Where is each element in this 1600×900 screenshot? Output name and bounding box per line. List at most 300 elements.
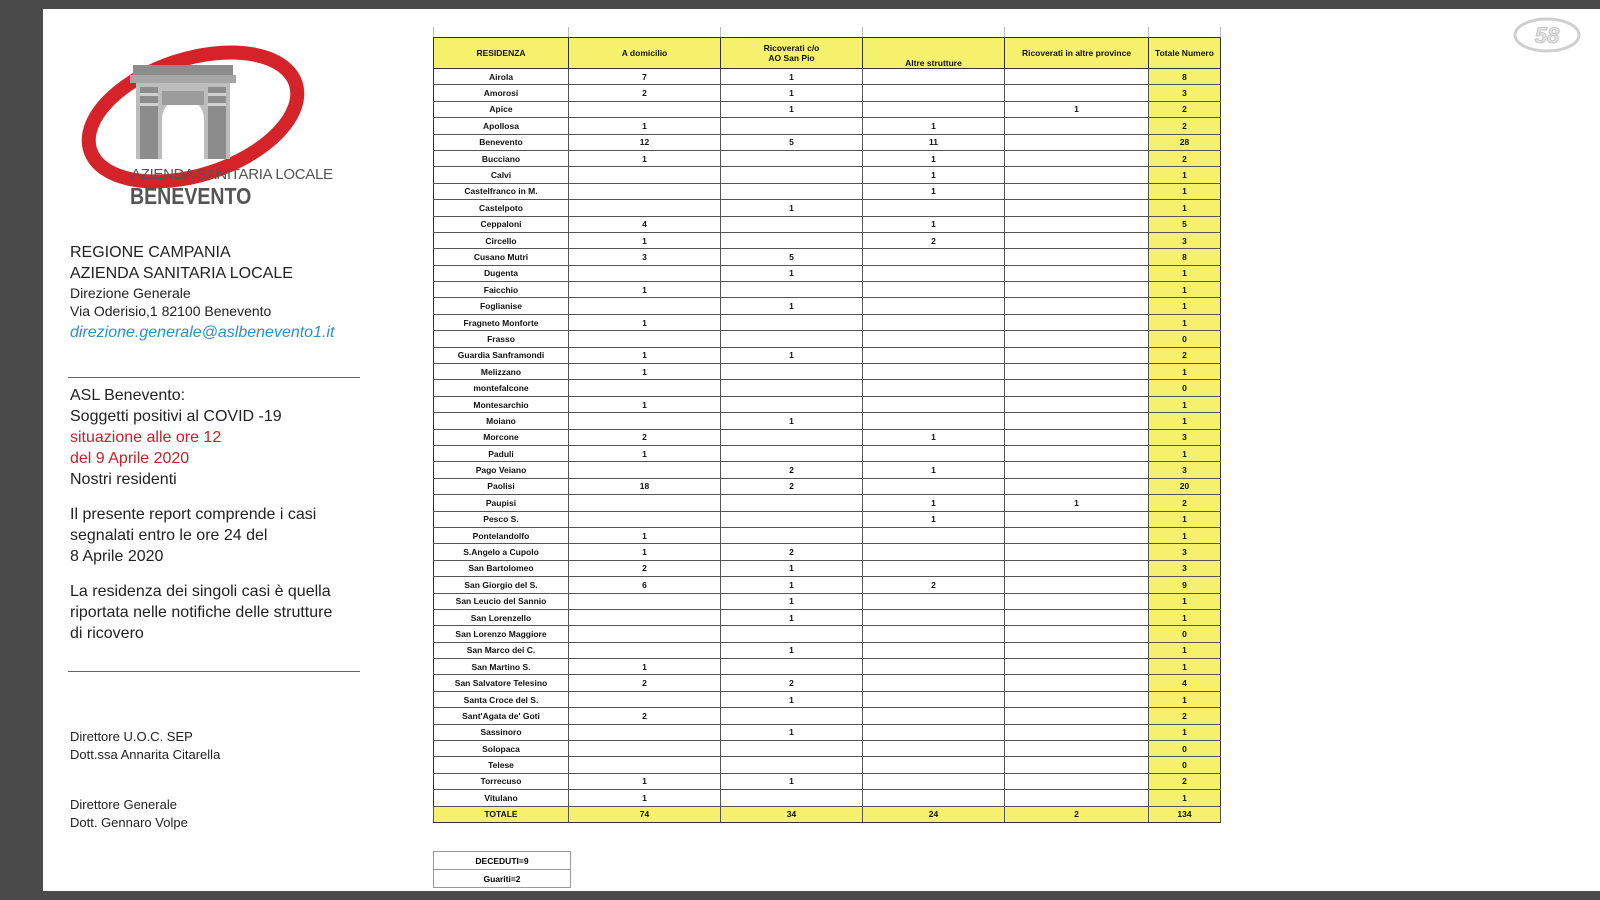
count-cell bbox=[569, 593, 721, 609]
residence-cell: Telese bbox=[434, 757, 569, 773]
total-cell: 1 bbox=[1149, 445, 1221, 461]
count-cell bbox=[569, 331, 721, 347]
residence-cell: Foglianise bbox=[434, 298, 569, 314]
count-cell bbox=[1005, 249, 1149, 265]
count-cell: 1 bbox=[721, 642, 863, 658]
count-cell bbox=[863, 560, 1005, 576]
residence-cell: Pesco S. bbox=[434, 511, 569, 527]
count-cell bbox=[1005, 314, 1149, 330]
count-cell: 1 bbox=[569, 527, 721, 543]
column-header: A domicilio bbox=[569, 38, 721, 69]
covid-cases-table bbox=[433, 37, 1221, 823]
count-cell bbox=[1005, 708, 1149, 724]
count-cell bbox=[1005, 511, 1149, 527]
total-cell: 4 bbox=[1149, 675, 1221, 691]
total-cell: 0 bbox=[1149, 380, 1221, 396]
table-row bbox=[434, 511, 1221, 527]
count-cell bbox=[721, 364, 863, 380]
divider bbox=[68, 377, 360, 378]
count-cell: 2 bbox=[721, 462, 863, 478]
total-cell: 1 bbox=[1149, 314, 1221, 330]
residence-cell: Pontelandolfo bbox=[434, 527, 569, 543]
count-cell: 1 bbox=[1005, 495, 1149, 511]
count-cell bbox=[863, 249, 1005, 265]
table-row bbox=[434, 134, 1221, 150]
table-row bbox=[434, 282, 1221, 298]
residence-cell: Frasso bbox=[434, 331, 569, 347]
residence-cell: Guardia Sanframondi bbox=[434, 347, 569, 363]
total-cell: 1 bbox=[1149, 511, 1221, 527]
total-row-cell: 134 bbox=[1149, 806, 1221, 822]
count-cell bbox=[569, 691, 721, 707]
table-row bbox=[434, 577, 1221, 593]
table-row bbox=[434, 167, 1221, 183]
count-cell: 1 bbox=[721, 560, 863, 576]
count-cell bbox=[1005, 232, 1149, 248]
table-row bbox=[434, 396, 1221, 412]
count-cell: 1 bbox=[569, 445, 721, 461]
count-cell bbox=[1005, 642, 1149, 658]
total-cell: 3 bbox=[1149, 544, 1221, 560]
count-cell bbox=[863, 380, 1005, 396]
count-cell: 1 bbox=[569, 544, 721, 560]
count-cell bbox=[863, 85, 1005, 101]
count-cell bbox=[1005, 331, 1149, 347]
count-cell: 1 bbox=[569, 347, 721, 363]
count-cell bbox=[569, 101, 721, 117]
count-cell bbox=[1005, 560, 1149, 576]
count-cell bbox=[721, 527, 863, 543]
total-cell: 3 bbox=[1149, 85, 1221, 101]
residence-cell: Circello bbox=[434, 232, 569, 248]
count-cell bbox=[721, 626, 863, 642]
count-cell bbox=[1005, 380, 1149, 396]
table-row bbox=[434, 331, 1221, 347]
total-cell: 0 bbox=[1149, 741, 1221, 757]
count-cell bbox=[1005, 773, 1149, 789]
count-cell: 1 bbox=[569, 232, 721, 248]
count-cell: 1 bbox=[721, 593, 863, 609]
total-cell: 1 bbox=[1149, 527, 1221, 543]
channel-58-logo bbox=[1512, 15, 1582, 55]
count-cell bbox=[1005, 150, 1149, 166]
count-cell bbox=[569, 495, 721, 511]
table-row bbox=[434, 413, 1221, 429]
residence-cell: Paolisi bbox=[434, 478, 569, 494]
recovered-count: Guariti=2 bbox=[434, 870, 571, 888]
total-cell: 2 bbox=[1149, 150, 1221, 166]
count-cell bbox=[863, 413, 1005, 429]
count-cell bbox=[569, 724, 721, 740]
count-cell bbox=[863, 69, 1005, 85]
left-panel bbox=[43, 9, 383, 891]
total-cell: 1 bbox=[1149, 282, 1221, 298]
note-line: di ricovero bbox=[70, 625, 144, 642]
agency-name: AZIENDA SANITARIA LOCALE bbox=[70, 265, 293, 282]
residence-cell: Santa Croce del S. bbox=[434, 691, 569, 707]
count-cell bbox=[721, 429, 863, 445]
total-cell: 3 bbox=[1149, 232, 1221, 248]
total-cell: 1 bbox=[1149, 790, 1221, 806]
table-row bbox=[434, 757, 1221, 773]
table-row bbox=[434, 544, 1221, 560]
residence-cell: Ceppaloni bbox=[434, 216, 569, 232]
total-cell: 2 bbox=[1149, 773, 1221, 789]
residence-cell: Montesarchio bbox=[434, 396, 569, 412]
logo-line1: AZIENDA SANITARIA LOCALE bbox=[131, 166, 333, 183]
total-cell: 1 bbox=[1149, 167, 1221, 183]
count-cell: 1 bbox=[721, 298, 863, 314]
count-cell bbox=[721, 495, 863, 511]
total-row-cell: 74 bbox=[569, 806, 721, 822]
count-cell bbox=[569, 200, 721, 216]
count-cell: 1 bbox=[569, 773, 721, 789]
count-cell bbox=[721, 741, 863, 757]
table-row bbox=[434, 364, 1221, 380]
count-cell bbox=[863, 544, 1005, 560]
table-row bbox=[434, 150, 1221, 166]
total-cell: 1 bbox=[1149, 413, 1221, 429]
table-row bbox=[434, 495, 1221, 511]
count-cell: 1 bbox=[721, 69, 863, 85]
total-row-cell: 34 bbox=[721, 806, 863, 822]
count-cell: 2 bbox=[569, 429, 721, 445]
logo-line2: BENEVENTO bbox=[130, 183, 252, 209]
organization-block bbox=[70, 242, 390, 344]
table-row bbox=[434, 708, 1221, 724]
total-cell: 0 bbox=[1149, 331, 1221, 347]
count-cell: 2 bbox=[863, 232, 1005, 248]
count-cell bbox=[1005, 527, 1149, 543]
count-cell: 5 bbox=[721, 249, 863, 265]
count-cell bbox=[1005, 118, 1149, 134]
count-cell: 2 bbox=[569, 85, 721, 101]
count-cell bbox=[721, 314, 863, 330]
total-cell: 0 bbox=[1149, 626, 1221, 642]
count-cell: 6 bbox=[569, 577, 721, 593]
count-cell bbox=[863, 593, 1005, 609]
count-cell bbox=[1005, 364, 1149, 380]
total-cell: 2 bbox=[1149, 347, 1221, 363]
residence-cell: Airola bbox=[434, 69, 569, 85]
table-body bbox=[434, 69, 1221, 823]
residence-cell: Apollosa bbox=[434, 118, 569, 134]
count-cell bbox=[1005, 429, 1149, 445]
total-cell: 1 bbox=[1149, 609, 1221, 625]
count-cell bbox=[569, 626, 721, 642]
table-row bbox=[434, 429, 1221, 445]
count-cell: 1 bbox=[569, 314, 721, 330]
sheet-gridline bbox=[720, 27, 721, 37]
table-row bbox=[434, 741, 1221, 757]
deceased-count: DECEDUTI=9 bbox=[434, 852, 571, 870]
count-cell: 2 bbox=[863, 577, 1005, 593]
document-page bbox=[43, 9, 1600, 891]
count-cell bbox=[1005, 134, 1149, 150]
total-cell: 3 bbox=[1149, 429, 1221, 445]
count-cell bbox=[1005, 691, 1149, 707]
table-row bbox=[434, 626, 1221, 642]
total-row-cell: 24 bbox=[863, 806, 1005, 822]
count-cell bbox=[863, 265, 1005, 281]
count-cell bbox=[569, 183, 721, 199]
count-cell: 1 bbox=[863, 183, 1005, 199]
count-cell: 1 bbox=[863, 150, 1005, 166]
count-cell: 4 bbox=[569, 216, 721, 232]
table-row bbox=[434, 659, 1221, 675]
divider bbox=[68, 671, 360, 672]
count-cell bbox=[1005, 790, 1149, 806]
residence-cell: Pago Veiano bbox=[434, 462, 569, 478]
residence-cell: San Lorenzo Maggiore bbox=[434, 626, 569, 642]
residence-cell: Castelfranco in M. bbox=[434, 183, 569, 199]
count-cell bbox=[1005, 282, 1149, 298]
total-cell: 2 bbox=[1149, 708, 1221, 724]
count-cell bbox=[1005, 183, 1149, 199]
count-cell bbox=[721, 167, 863, 183]
count-cell: 2 bbox=[721, 478, 863, 494]
table-row bbox=[434, 118, 1221, 134]
table-row bbox=[434, 216, 1221, 232]
count-cell: 1 bbox=[863, 216, 1005, 232]
residence-cell: S.Angelo a Cupolo bbox=[434, 544, 569, 560]
total-cell: 1 bbox=[1149, 364, 1221, 380]
residence-cell: Bucciano bbox=[434, 150, 569, 166]
residence-cell: montefalcone bbox=[434, 380, 569, 396]
total-cell: 1 bbox=[1149, 265, 1221, 281]
table-row bbox=[434, 380, 1221, 396]
total-cell: 2 bbox=[1149, 495, 1221, 511]
count-cell: 1 bbox=[721, 265, 863, 281]
residence-cell: San Leucio del Sannio bbox=[434, 593, 569, 609]
count-cell bbox=[1005, 757, 1149, 773]
note-line: Il presente report comprende i casi bbox=[70, 506, 317, 523]
count-cell bbox=[1005, 167, 1149, 183]
column-header: Altre strutture bbox=[863, 38, 1005, 69]
count-cell bbox=[1005, 445, 1149, 461]
count-cell bbox=[863, 790, 1005, 806]
count-cell bbox=[569, 511, 721, 527]
count-cell bbox=[569, 380, 721, 396]
report-time: situazione alle ore 12 bbox=[70, 429, 222, 446]
report-title: ASL Benevento: bbox=[70, 387, 186, 404]
count-cell bbox=[863, 445, 1005, 461]
count-cell: 12 bbox=[569, 134, 721, 150]
count-cell bbox=[1005, 69, 1149, 85]
count-cell: 1 bbox=[569, 659, 721, 675]
table-row bbox=[434, 200, 1221, 216]
table-row bbox=[434, 462, 1221, 478]
count-cell bbox=[1005, 478, 1149, 494]
count-cell bbox=[721, 757, 863, 773]
column-header: Ricoverati in altre province bbox=[1005, 38, 1149, 69]
residence-cell: Vitulano bbox=[434, 790, 569, 806]
total-cell: 3 bbox=[1149, 560, 1221, 576]
residence-cell: Faicchio bbox=[434, 282, 569, 298]
count-cell: 1 bbox=[863, 118, 1005, 134]
count-cell bbox=[1005, 85, 1149, 101]
count-cell bbox=[1005, 265, 1149, 281]
table-row bbox=[434, 101, 1221, 117]
count-cell bbox=[863, 741, 1005, 757]
count-cell: 1 bbox=[721, 85, 863, 101]
signer-2-role: Direttore Generale bbox=[70, 797, 177, 812]
count-cell: 1 bbox=[721, 347, 863, 363]
report-note-1 bbox=[70, 504, 370, 567]
residence-cell: Amorosi bbox=[434, 85, 569, 101]
count-cell: 1 bbox=[863, 429, 1005, 445]
summary-box bbox=[433, 851, 571, 888]
column-header: RESIDENZA bbox=[434, 38, 569, 69]
count-cell: 11 bbox=[863, 134, 1005, 150]
sheet-gridline bbox=[1004, 27, 1005, 37]
count-cell bbox=[569, 741, 721, 757]
residence-cell: Calvi bbox=[434, 167, 569, 183]
report-scope: Nostri residenti bbox=[70, 471, 177, 488]
count-cell bbox=[863, 691, 1005, 707]
count-cell bbox=[1005, 200, 1149, 216]
total-cell: 1 bbox=[1149, 183, 1221, 199]
table-row bbox=[434, 249, 1221, 265]
report-date: del 9 Aprile 2020 bbox=[70, 450, 190, 467]
note-line: 8 Aprile 2020 bbox=[70, 548, 164, 565]
sheet-gridline bbox=[862, 27, 863, 37]
count-cell bbox=[569, 167, 721, 183]
count-cell bbox=[721, 445, 863, 461]
table-row bbox=[434, 593, 1221, 609]
residence-cell: San Salvatore Telesino bbox=[434, 675, 569, 691]
count-cell: 2 bbox=[569, 675, 721, 691]
count-cell bbox=[721, 232, 863, 248]
count-cell bbox=[863, 282, 1005, 298]
residence-cell: Cusano Mutri bbox=[434, 249, 569, 265]
count-cell bbox=[863, 347, 1005, 363]
table-total-row bbox=[434, 806, 1221, 822]
residence-cell: San Marco dei C. bbox=[434, 642, 569, 658]
residence-cell: Morcone bbox=[434, 429, 569, 445]
count-cell: 1 bbox=[721, 577, 863, 593]
count-cell bbox=[569, 265, 721, 281]
report-subtitle: Soggetti positivi al COVID -19 bbox=[70, 408, 282, 425]
residence-cell: Dugenta bbox=[434, 265, 569, 281]
total-cell: 2 bbox=[1149, 118, 1221, 134]
table-row bbox=[434, 609, 1221, 625]
count-cell bbox=[1005, 413, 1149, 429]
email-link[interactable]: direzione.generale@aslbenevento1.it bbox=[70, 324, 335, 341]
residence-cell: Solopaca bbox=[434, 741, 569, 757]
count-cell: 1 bbox=[721, 773, 863, 789]
residence-cell: Paduli bbox=[434, 445, 569, 461]
column-header: Ricoverati c/o AO San Pio bbox=[721, 38, 863, 69]
count-cell bbox=[721, 216, 863, 232]
count-cell bbox=[721, 331, 863, 347]
count-cell bbox=[863, 478, 1005, 494]
table-row bbox=[434, 675, 1221, 691]
residence-cell: Torrecuso bbox=[434, 773, 569, 789]
count-cell bbox=[1005, 675, 1149, 691]
count-cell bbox=[721, 118, 863, 134]
count-cell bbox=[863, 724, 1005, 740]
total-cell: 5 bbox=[1149, 216, 1221, 232]
report-note-2 bbox=[70, 581, 370, 644]
count-cell: 1 bbox=[863, 495, 1005, 511]
count-cell bbox=[863, 609, 1005, 625]
residence-cell: Fragneto Monforte bbox=[434, 314, 569, 330]
residence-cell: Paupisi bbox=[434, 495, 569, 511]
sheet-gridline bbox=[1148, 27, 1149, 37]
count-cell: 1 bbox=[569, 150, 721, 166]
count-cell bbox=[721, 380, 863, 396]
count-cell: 5 bbox=[721, 134, 863, 150]
residence-cell: Sassinoro bbox=[434, 724, 569, 740]
count-cell: 1 bbox=[1005, 101, 1149, 117]
residence-cell: San Lorenzello bbox=[434, 609, 569, 625]
table-row bbox=[434, 314, 1221, 330]
count-cell bbox=[863, 773, 1005, 789]
total-cell: 8 bbox=[1149, 249, 1221, 265]
count-cell bbox=[863, 626, 1005, 642]
table-row bbox=[434, 527, 1221, 543]
region-name: REGIONE CAMPANIA bbox=[70, 244, 231, 261]
count-cell bbox=[721, 790, 863, 806]
count-cell bbox=[1005, 544, 1149, 560]
count-cell: 2 bbox=[569, 708, 721, 724]
count-cell: 1 bbox=[569, 790, 721, 806]
table-row bbox=[434, 232, 1221, 248]
sheet-gridline bbox=[433, 27, 434, 37]
count-cell bbox=[1005, 659, 1149, 675]
count-cell bbox=[721, 708, 863, 724]
count-cell bbox=[863, 527, 1005, 543]
office-name: Direzione Generale bbox=[70, 285, 191, 301]
residence-cell: San Giorgio del S. bbox=[434, 577, 569, 593]
signer-1-name: Dott.ssa Annarita Citarella bbox=[70, 747, 221, 762]
count-cell: 1 bbox=[569, 396, 721, 412]
total-cell: 3 bbox=[1149, 462, 1221, 478]
table-row bbox=[434, 724, 1221, 740]
column-header: Totale Numero bbox=[1149, 38, 1221, 69]
address: Via Oderisio,1 82100 Benevento bbox=[70, 303, 272, 319]
count-cell bbox=[1005, 626, 1149, 642]
table-row bbox=[434, 790, 1221, 806]
table-row bbox=[434, 347, 1221, 363]
table-row bbox=[434, 478, 1221, 494]
channel-58-text: 58 bbox=[1534, 23, 1560, 48]
count-cell bbox=[569, 462, 721, 478]
count-cell bbox=[721, 659, 863, 675]
sheet-gridline bbox=[1220, 27, 1221, 37]
residence-cell: Apice bbox=[434, 101, 569, 117]
table-row bbox=[434, 691, 1221, 707]
residence-cell: Castelpoto bbox=[434, 200, 569, 216]
count-cell bbox=[721, 150, 863, 166]
count-cell bbox=[1005, 396, 1149, 412]
total-cell: 1 bbox=[1149, 396, 1221, 412]
count-cell bbox=[1005, 609, 1149, 625]
residence-cell: San Martino S. bbox=[434, 659, 569, 675]
signer-2-name: Dott. Gennaro Volpe bbox=[70, 815, 188, 830]
total-cell: 1 bbox=[1149, 298, 1221, 314]
total-cell: 0 bbox=[1149, 757, 1221, 773]
signer-1-role: Direttore U.O.C. SEP bbox=[70, 729, 193, 744]
count-cell: 7 bbox=[569, 69, 721, 85]
count-cell: 1 bbox=[721, 691, 863, 707]
count-cell bbox=[569, 757, 721, 773]
count-cell bbox=[1005, 593, 1149, 609]
count-cell bbox=[863, 101, 1005, 117]
count-cell bbox=[1005, 298, 1149, 314]
table-row bbox=[434, 445, 1221, 461]
